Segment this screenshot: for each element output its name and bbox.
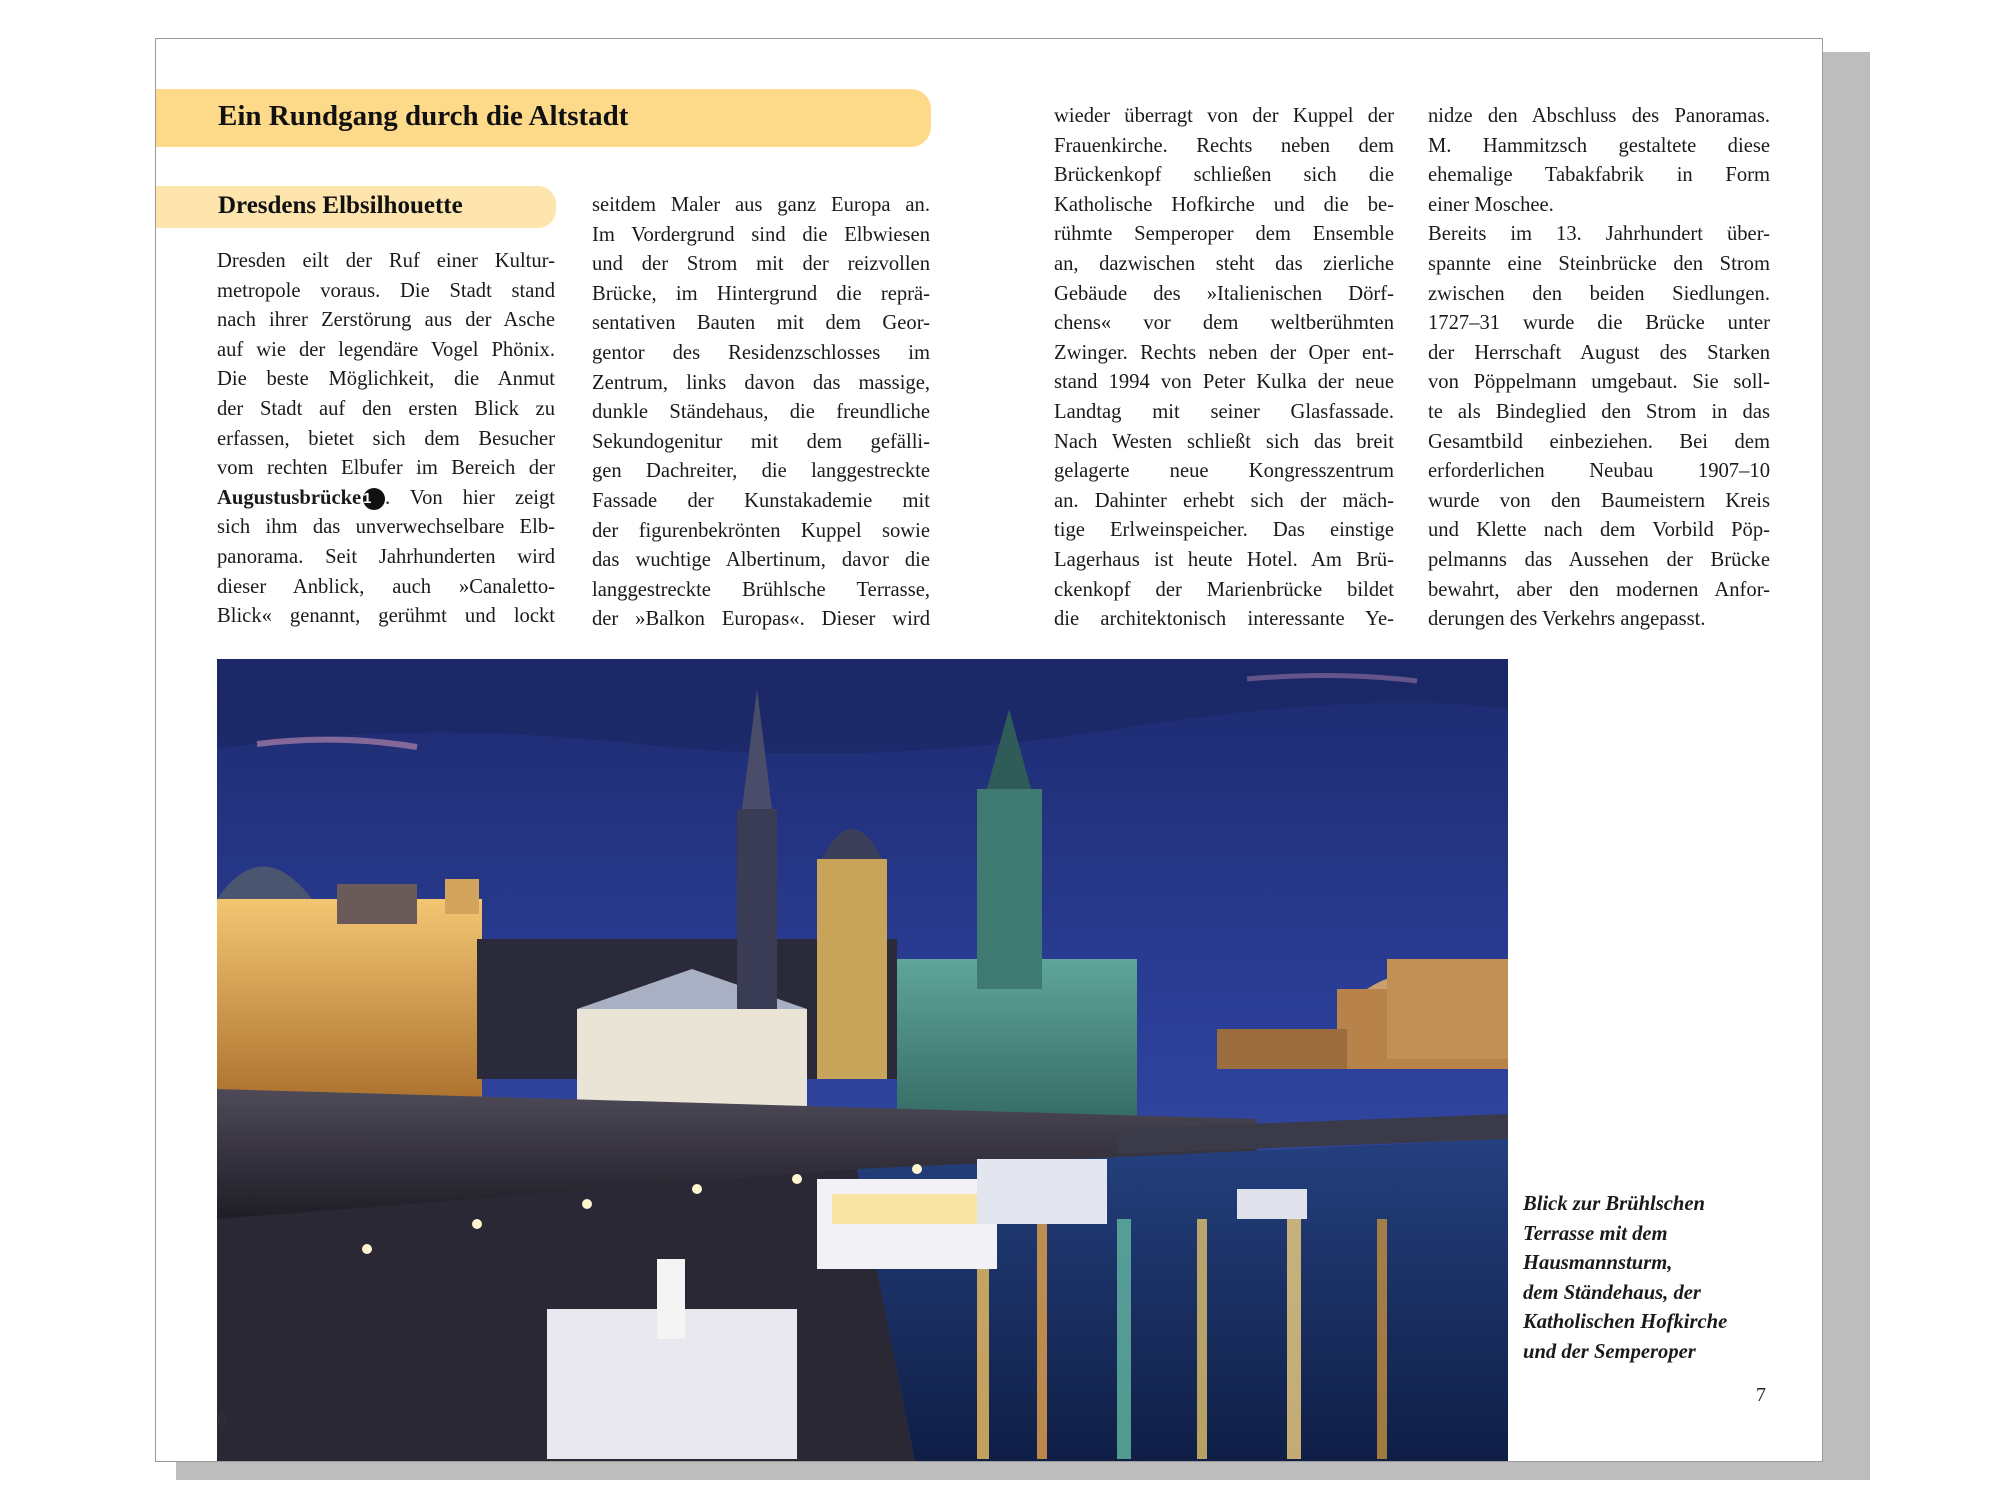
text-line: stand 1994 von Peter Kulka der neue xyxy=(1054,371,1394,394)
text-line: von Pöppelmann umgebaut. Sie soll- xyxy=(1428,371,1770,394)
photo-caption xyxy=(1523,1190,1783,1368)
text-line: Lagerhaus ist heute Hotel. Am Brü- xyxy=(1054,548,1394,571)
bold-term-augustusbruecke: Augustusbrücke xyxy=(217,486,362,509)
dresden-night-photo xyxy=(217,659,1508,1462)
section-heading: Dresdens Elbsilhouette xyxy=(218,192,463,219)
text-line: Brückenkopf schließen sich die xyxy=(1054,164,1394,187)
text-line: an. Dahinter erhebt sich der mäch- xyxy=(1054,489,1394,512)
text-line: erforderlichen Neubau 1907–10 xyxy=(1428,460,1770,483)
text-line: auf wie der legendäre Vogel Phönix. xyxy=(217,338,555,361)
chapter-heading: Ein Rundgang durch die Altstadt xyxy=(218,100,629,132)
text-line: sentativen Bauten mit dem Geor- xyxy=(592,312,930,335)
text-line: das wuchtige Albertinum, davor die xyxy=(592,549,930,572)
text-line: seitdem Maler aus ganz Europa an. xyxy=(592,194,930,216)
text-line: derungen des Verkehrs angepasst. xyxy=(1428,608,1706,631)
text-line: sich ihm das unverwechselbare Elb- xyxy=(217,516,555,539)
section-heading-band xyxy=(156,186,556,228)
text-line: und Klette nach dem Vorbild Pöp- xyxy=(1428,519,1770,542)
text-line: der »Balkon Europas«. Dieser wird xyxy=(592,608,930,631)
text-line: rühmte Semperoper dem Ensemble xyxy=(1054,223,1394,246)
text-line: te als Bindeglied den Strom in das xyxy=(1428,400,1770,423)
text-line: panorama. Seit Jahrhunderten wird xyxy=(217,545,555,568)
text-line: gen Dachreiter, die langgestreckte xyxy=(592,460,930,483)
text-line: wieder überragt von der Kuppel der xyxy=(1054,105,1394,127)
text-line: M. Hammitzsch gestaltete diese xyxy=(1428,134,1770,157)
text-column-2 xyxy=(592,191,930,635)
text-line: gelagerte neue Kongresszentrum xyxy=(1054,460,1394,483)
text-line: Dresden eilt der Ruf einer Kultur- xyxy=(217,250,555,272)
text-line: an, dazwischen steht das zierliche xyxy=(1054,252,1394,275)
text-line: der Herrschaft August des Starken xyxy=(1428,341,1770,364)
text-line: nach ihrer Zerstörung aus der Asche xyxy=(217,309,555,332)
text-line: Landtag mit seiner Glasfassade. xyxy=(1054,400,1394,423)
caption-line: dem Ständehaus, der xyxy=(1523,1281,1701,1304)
caption-line: Hausmannsturm, xyxy=(1523,1252,1673,1275)
page-number-right: 7 xyxy=(1756,1384,1766,1406)
map-marker-number: 1 xyxy=(363,488,385,510)
page-number-left: 6 xyxy=(217,1409,226,1429)
text-line: Nach Westen schließt sich das breit xyxy=(1054,430,1394,453)
text-line: wurde von den Baumeistern Kreis xyxy=(1428,489,1770,512)
text-line: Die beste Möglichkeit, die Anmut xyxy=(217,368,555,391)
text-line: Zentrum, links davon das massige, xyxy=(592,371,930,394)
text-line: Gesamtbild einbeziehen. Bei dem xyxy=(1428,430,1770,453)
text-line: chens« vor dem weltberühmten xyxy=(1054,312,1394,335)
text-line: Im Vordergrund sind die Elbwiesen xyxy=(592,223,930,246)
text-line: Katholische Hofkirche und die be- xyxy=(1054,193,1394,216)
text-line: Blick« genannt, gerühmt und lockt xyxy=(217,605,555,628)
text-column-3 xyxy=(1054,102,1394,635)
text-line: ckenkopf der Marienbrücke bildet xyxy=(1054,578,1394,601)
text-line: nidze den Abschluss des Panoramas. xyxy=(1428,105,1770,127)
text-line: erfassen, bietet sich dem Besucher xyxy=(217,427,555,450)
text-line: Fassade der Kunstakademie mit xyxy=(592,489,930,512)
caption-line: Blick zur Brühlschen xyxy=(1523,1193,1705,1215)
text-line: pelmanns das Aussehen der Brücke xyxy=(1428,548,1770,571)
text-line: zwischen den beiden Siedlungen. xyxy=(1428,282,1770,305)
text-line-augustusbruecke xyxy=(217,484,555,514)
text-line: Zwinger. Rechts neben der Oper ent- xyxy=(1054,341,1394,364)
chapter-heading-band xyxy=(156,89,931,147)
text-line: und der Strom mit der reizvollen xyxy=(592,253,930,276)
book-page xyxy=(155,38,1823,1462)
text-line: der Stadt auf den ersten Blick zu xyxy=(217,397,555,420)
text-line: Brücke, im Hintergrund die reprä- xyxy=(592,282,930,305)
text-line: ehemalige Tabakfabrik in Form xyxy=(1428,164,1770,187)
text-line: Sekundogenitur mit dem gefälli- xyxy=(592,430,930,453)
caption-line: Katholischen Hofkirche xyxy=(1523,1311,1728,1334)
text-line: einer Moschee. xyxy=(1428,193,1554,216)
text-line: metropole voraus. Die Stadt stand xyxy=(217,279,555,302)
text-fragment: . Von hier zeigt xyxy=(384,486,555,509)
text-line: 1727–31 wurde die Brücke unter xyxy=(1428,312,1770,335)
text-line: die architektonisch interessante Ye- xyxy=(1054,608,1394,631)
text-line: vom rechten Elbufer im Bereich der xyxy=(217,457,555,480)
text-line: Frauenkirche. Rechts neben dem xyxy=(1054,134,1394,157)
text-line: dieser Anblick, auch »Canaletto- xyxy=(217,575,555,598)
caption-line: und der Semperoper xyxy=(1523,1340,1696,1363)
text-line: der figurenbekrönten Kuppel sowie xyxy=(592,519,930,542)
text-line: Bereits im 13. Jahrhundert über- xyxy=(1428,223,1770,246)
text-line: tige Erlweinspeicher. Das einstige xyxy=(1054,519,1394,542)
text-line: dunkle Ständehaus, die freundliche xyxy=(592,401,930,424)
text-column-1 xyxy=(217,247,555,632)
text-line: spannte eine Steinbrücke den Strom xyxy=(1428,252,1770,275)
caption-line: Terrasse mit dem xyxy=(1523,1222,1668,1245)
text-line: langgestreckte Brühlsche Terrasse, xyxy=(592,578,930,601)
text-line: Gebäude des »Italienischen Dörf- xyxy=(1054,282,1394,305)
text-line: gentor des Residenzschlosses im xyxy=(592,341,930,364)
text-column-4 xyxy=(1428,102,1770,635)
text-line: bewahrt, aber den modernen Anfor- xyxy=(1428,578,1770,601)
